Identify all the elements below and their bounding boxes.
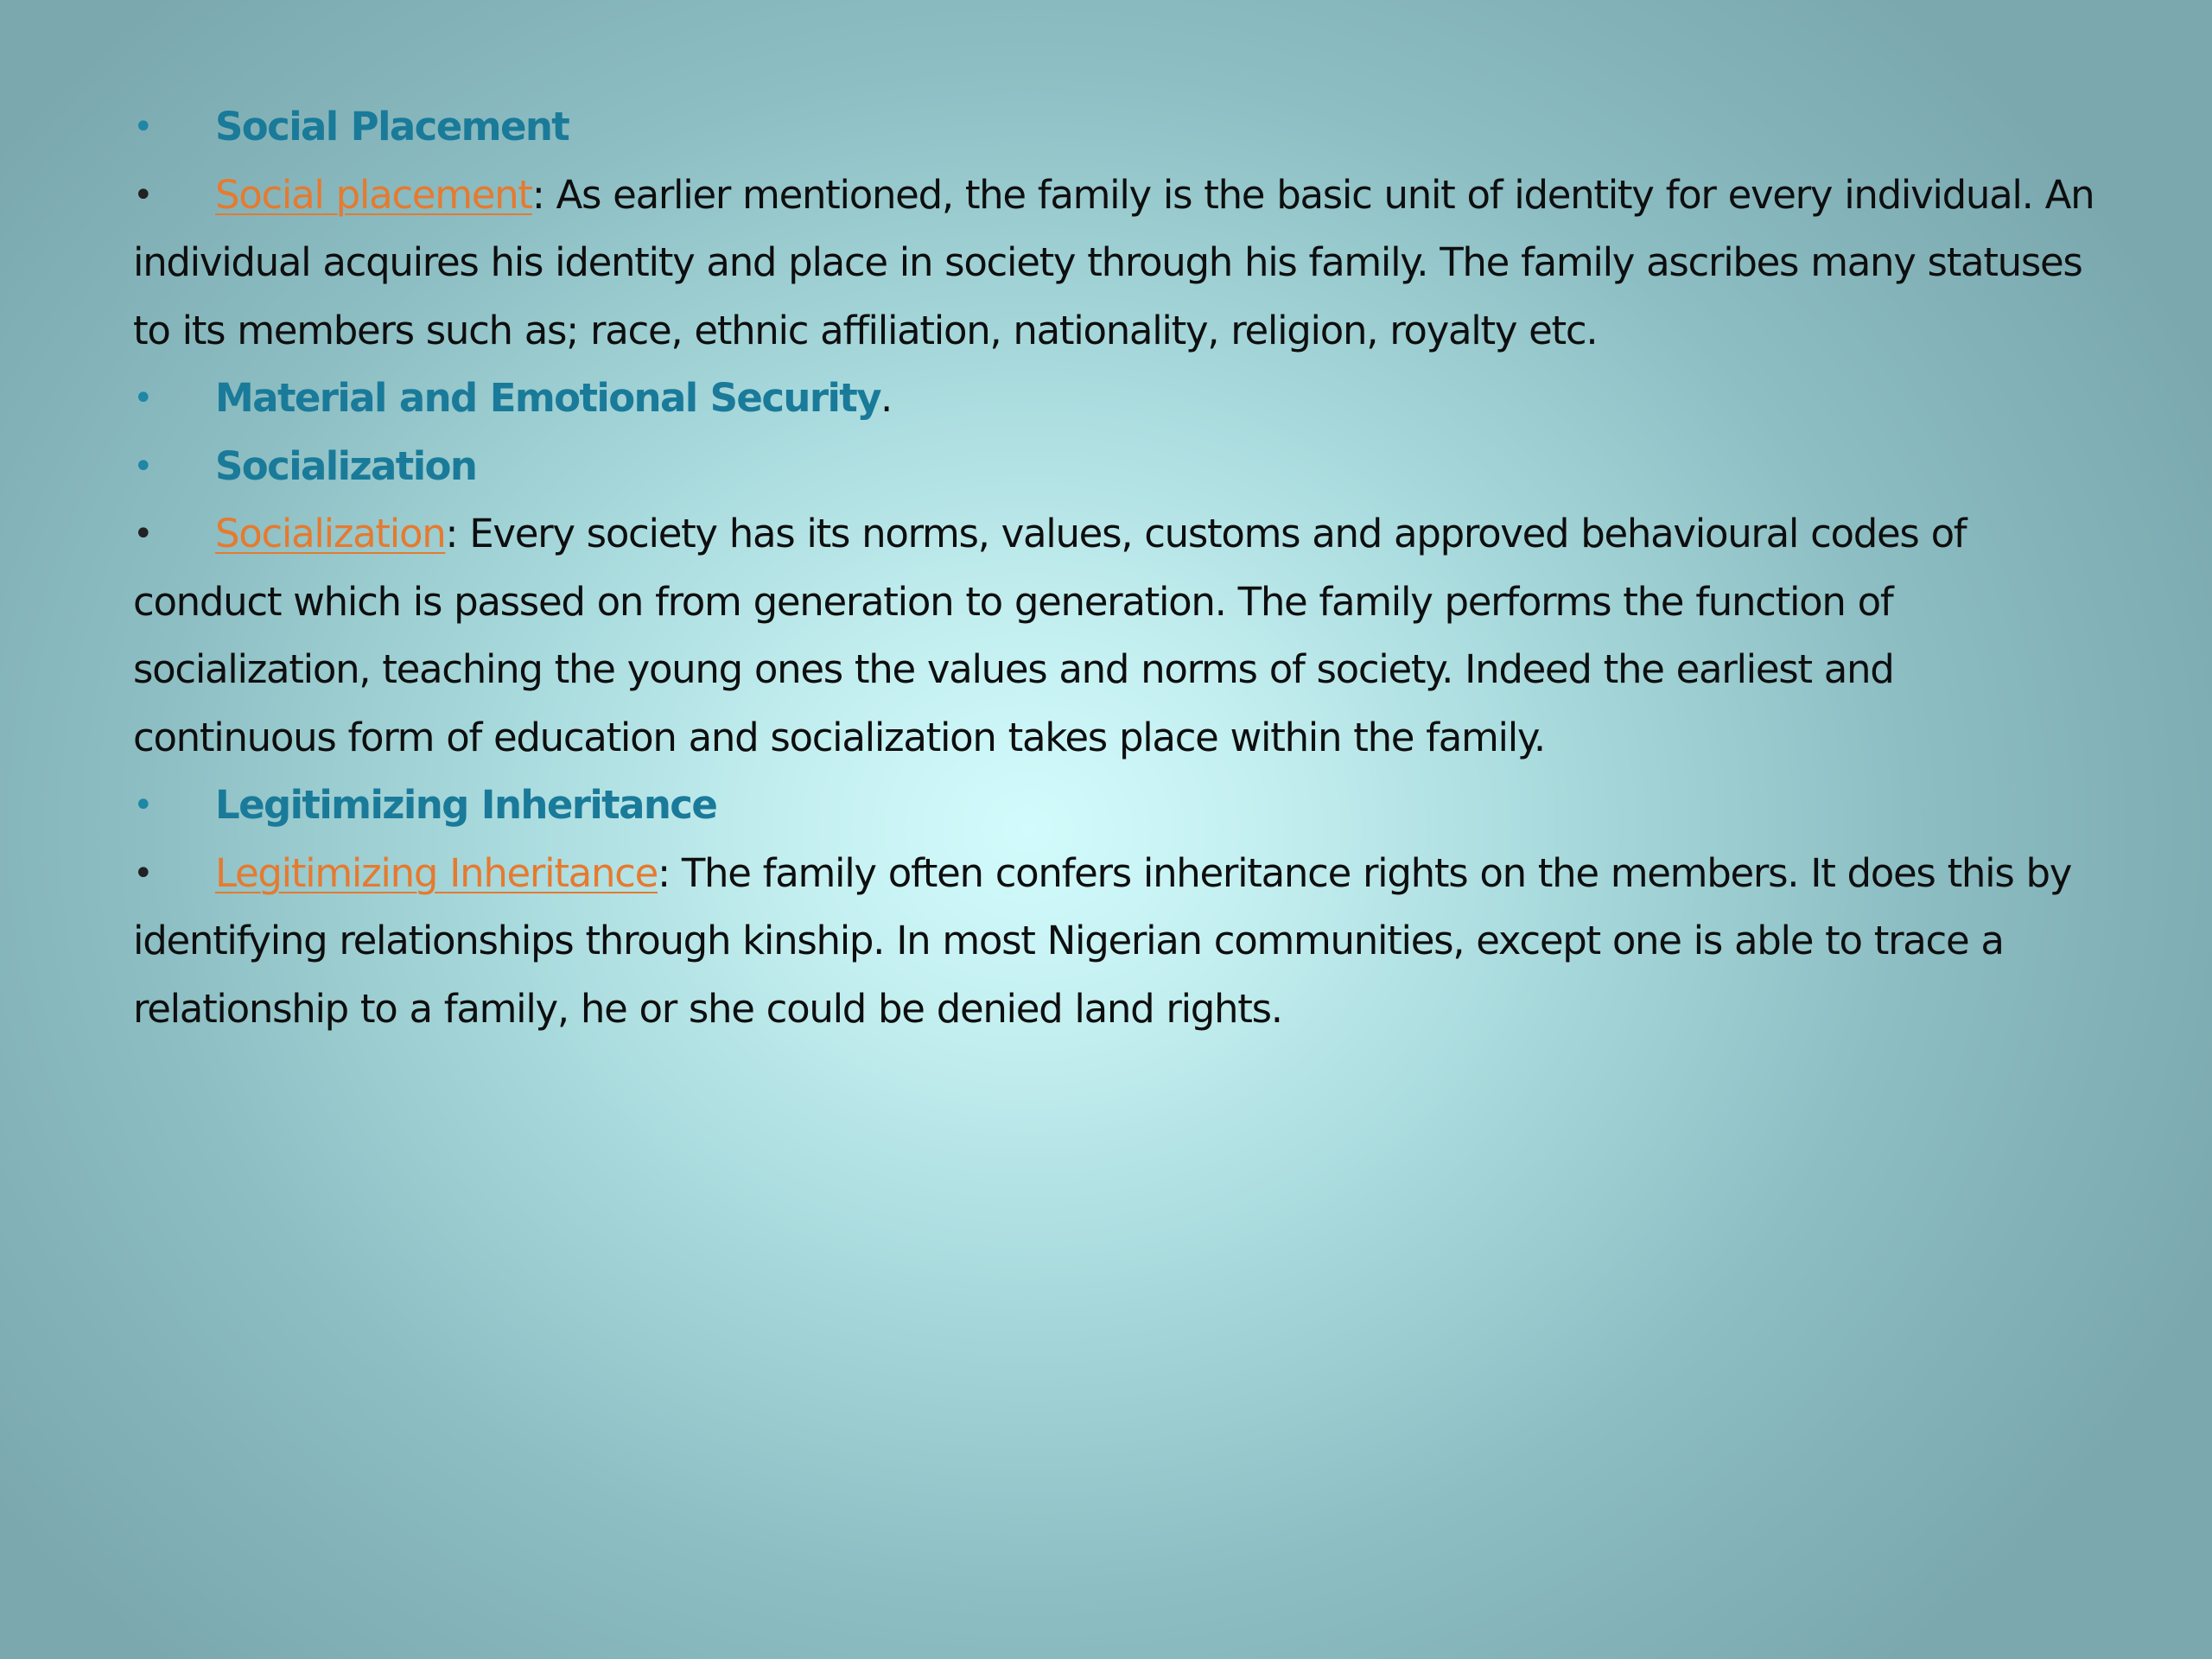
heading-text: Legitimizing Inheritance — [215, 782, 717, 828]
link-socialization[interactable]: Socialization — [215, 511, 446, 556]
paragraph-text: : Every society has its norms, values, customs and approved behavioural codes of conduct which is passed on from generation to generation. The family performs the function of socialization, teaching the young ones the values and norms of society. Indeed the earliest and continuous form of education and socialization takes place within the family. — [133, 511, 1967, 760]
bullet-icon: • — [133, 853, 153, 893]
paragraph-text: : The family often confers inheritance rights on the members. It does this by identifying relationships through kinship. In most Nigerian communities, except one is able to trace a relationship to a family, he or she could be denied land rights. — [133, 849, 2072, 1032]
bullet-icon: • — [133, 175, 153, 215]
bullet-icon: • — [133, 378, 153, 418]
heading-socialization — [133, 433, 2094, 501]
bullet-icon: • — [133, 785, 153, 825]
slide-content — [133, 93, 2094, 1043]
paragraph-socialization — [133, 500, 2094, 772]
bullet-icon: • — [133, 446, 153, 486]
paragraph-social-placement — [133, 162, 2094, 365]
link-legitimizing-inheritance[interactable]: Legitimizing Inheritance — [215, 849, 658, 896]
bullet-icon: • — [133, 514, 153, 554]
heading-text: Material and Emotional Security — [215, 375, 880, 421]
bullet-icon: • — [133, 107, 153, 147]
link-social-placement[interactable]: Social placement — [215, 171, 532, 218]
heading-legitimizing-inheritance — [133, 772, 2094, 840]
heading-text: Social Placement — [215, 104, 569, 149]
heading-text: Socialization — [215, 442, 477, 489]
paragraph-text: : As earlier mentioned, the family is the basic unit of identity for every individual. An individual acquires his identity and place in society through his family. The family ascribes many statuses to its members such as; race, ethnic affiliation, nationality, religion, royalty etc. — [133, 171, 2094, 353]
paragraph-legitimizing-inheritance — [133, 840, 2094, 1044]
heading-suffix: . — [880, 375, 892, 421]
heading-social-placement — [133, 93, 2094, 162]
heading-material-emotional-security — [133, 365, 2094, 433]
